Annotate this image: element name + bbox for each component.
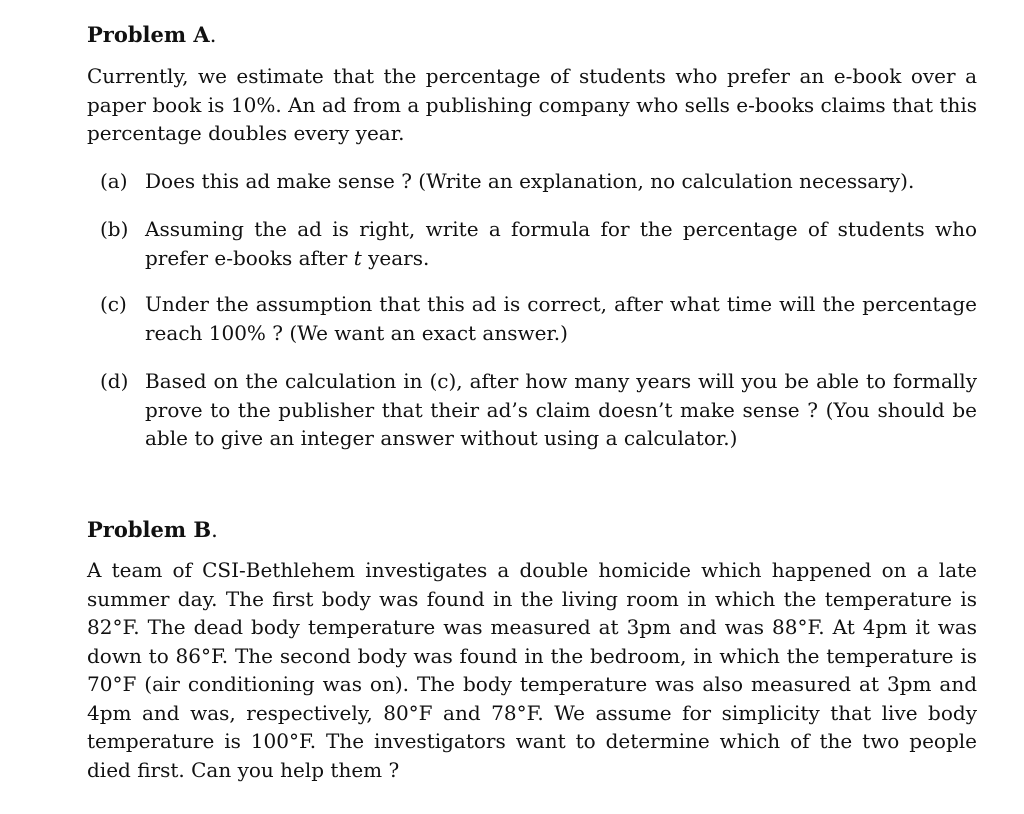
item-text-b-after: years. <box>361 245 430 270</box>
item-text-a: Does this ad make sense ? (Write an explanation, no calculation necessary). <box>145 169 915 193</box>
item-text-c: Under the assumption that this ad is correct, after what time will the percentage reach 100% ? (We want an exact answer.) <box>145 292 977 345</box>
item-label-c: (c) <box>100 292 127 316</box>
problem-a-item-c <box>100 290 977 347</box>
problem-a-heading-period: . <box>209 23 217 47</box>
problem-a-item-b <box>100 215 977 272</box>
problem-b-heading-text: Problem B <box>87 517 212 542</box>
item-text-d: Based on the calculation in (c), after how many years will you be able to formally prove to the publisher that their ad’s claim doesn’t make sense ? (You should be able to give an integer answer without using a calculator.) <box>145 369 977 450</box>
item-label-b: (b) <box>100 217 129 241</box>
problem-a-heading-text: Problem A <box>87 22 210 47</box>
problem-a-intro: Currently, we estimate that the percentage of students who prefer an e-book over a paper book is 10%. An ad from a publishing company who sells e-books claims that this percentage doubles every year. <box>87 64 977 145</box>
item-label-a: (a) <box>100 169 128 193</box>
item-label-d: (d) <box>100 369 129 393</box>
problem-a-heading <box>87 21 216 49</box>
problem-b-heading-period: . <box>211 518 218 542</box>
problem-b-body: A team of CSI-Bethlehem investigates a double homicide which happened on a late summer day. The first body was found in the living room in which the temperature is 82°F. The dead body temperature was measured at 3pm and was 88°F. At 4pm it was down to 86°F. The second body was found in the bedroom, in which the temperature is 70°F (air conditioning was on). The body temperature was also measured at 3pm and 4pm and was, respectively, 80°F and 78°F. We assume for simplicity that live body temperature is 100°F. The investigators want to determine which of the two people died first. Can you help them ? <box>87 558 977 782</box>
variable-t: t <box>353 245 362 270</box>
problem-a-item-d <box>100 367 977 453</box>
item-text-b <box>145 215 977 272</box>
item-text-b-before: Assuming the ad is right, write a formula for the percentage of students who prefer e-books after <box>145 217 977 270</box>
problem-a-item-a <box>100 167 977 196</box>
problem-b-heading <box>87 516 218 544</box>
